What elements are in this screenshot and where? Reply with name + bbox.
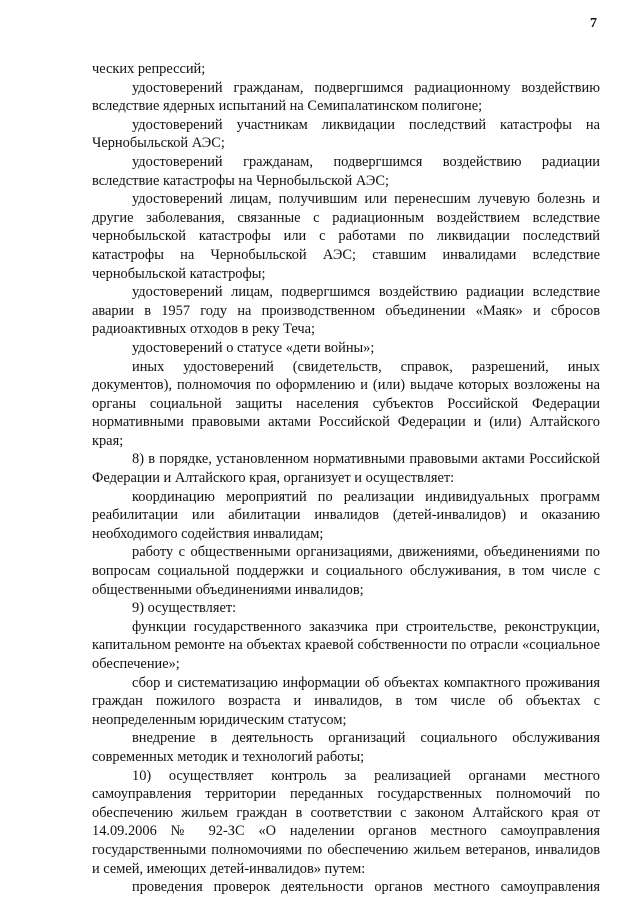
paragraph: удостоверений лицам, получившим или перенесшим лучевую болезнь и другие заболевания, связанные с радиационным воздействием вследствие чернобыльской катастрофы или с работами по ликвидации последствий катастрофы на Чернобыльской АЭС; ставшим инвалидами вследствие чернобыльской катастрофы; (92, 191, 600, 282)
paragraph: координацию мероприятий по реализации индивидуальных программ реабилитации или абилитации инвалидов (детей-инвалидов) и оказанию необходимого содействия инвалидам; (92, 488, 600, 542)
paragraph: функции государственного заказчика при строительстве, реконструкции, капитальном ремонте на объектах краевой собственности по отрасли «социальное обеспечение»; (92, 618, 600, 672)
paragraph: ческих репрессий; (92, 61, 206, 77)
paragraph: удостоверений лицам, подвергшимся воздействию радиации вследствие аварии в 1957 году на производственном объединении «Маяк» и сбросов радиоактивных отходов в реку Теча; (92, 284, 600, 338)
paragraph: удостоверений гражданам, подвергшимся воздействию радиации вследствие катастрофы на Чернобыльской АЭС; (92, 153, 600, 189)
paragraph: удостоверений гражданам, подвергшимся радиационному воздействию вследствие ядерных испытаний на Семипалатинском полигоне; (92, 79, 600, 115)
paragraph: 9) осуществляет: (132, 600, 237, 617)
document-body (92, 60, 600, 897)
paragraph: 10) осуществляет контроль за реализацией органами местного самоуправления территории переданных государственных полномочий по обеспечению жильем граждан в соответствии с законом Алтайского края от 14.09.2006 № 92-ЗС «О наделении органов местного самоуправления государственными полномочиями по обеспечению жильем ветеранов, инвалидов и семей, имеющих детей-инвалидов» путем: (92, 767, 600, 877)
paragraph: внедрение в деятельность организаций социального обслуживания современных методик и технологий работы; (92, 730, 600, 765)
paragraph: удостоверений участникам ликвидации последствий катастрофы на Чернобыльской АЭС; (92, 116, 600, 152)
paragraph: сбор и систематизацию информации об объектах компактного проживания граждан пожилого возраста и инвалидов, в том числе об объектах с неопределенным юридическим статусом; (92, 674, 600, 728)
paragraph: работу с общественными организациями, движениями, объединениями по вопросам социальной поддержки и социального обслуживания, в том числе с общественными объединениями инвалидов; (92, 544, 600, 598)
paragraph: удостоверений о статусе «дети войны»; (132, 339, 375, 356)
page-number: 7 (590, 16, 597, 31)
paragraph: иных удостоверений (свидетельств, справок, разрешений, иных документов), полномочия по оформлению и (или) выдаче которых возложены на органы социальной защиты населения субъектов Российской Федерации нормативными правовыми актами Российской Федерации и (или) Алтайского края; (92, 358, 600, 449)
paragraph: проведения проверок деятельности органов местного самоуправления (132, 879, 600, 896)
paragraph: 8) в порядке, установленном нормативными правовыми актами Российской Федерации и Алтайского края, организует и осуществляет: (92, 451, 600, 487)
